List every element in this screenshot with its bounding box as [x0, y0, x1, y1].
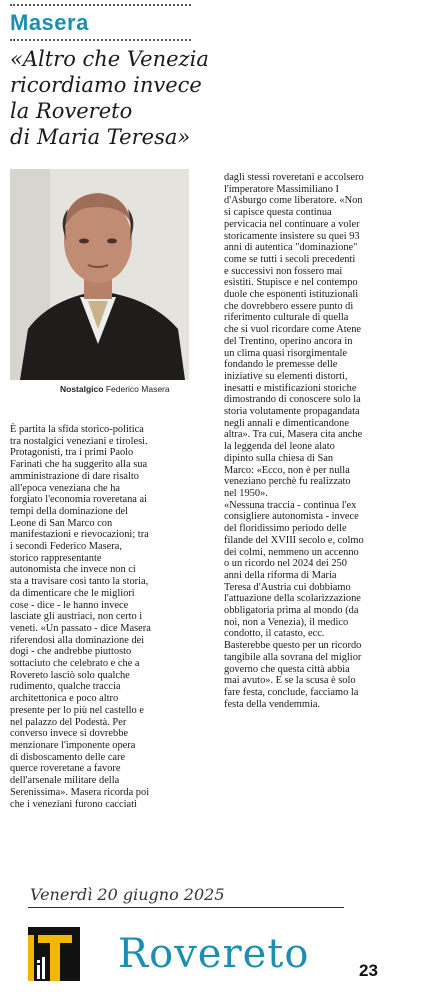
article-line: un clima quasi risorgimentale	[224, 347, 348, 359]
article-line: inesatti e mistificazioni storiche	[224, 382, 357, 394]
article-line: fare festa, conclude, facciamo la	[224, 686, 359, 698]
photo-caption	[60, 384, 170, 394]
article-line: filande del XVIII secolo e, colmo	[224, 534, 364, 546]
headline	[10, 46, 210, 150]
section-kicker: Masera	[10, 10, 89, 35]
article-line: sottaciuto che celebrato e che a	[10, 658, 140, 670]
headline-line: di Maria Teresa»	[10, 125, 191, 149]
article-line: dogi - che andrebbe piuttosto	[10, 646, 132, 658]
article-line: pervicacia nel continuare a voler	[224, 218, 360, 230]
headline-line: ricordiamo invece	[10, 73, 202, 97]
article-line: cose - dice - le hanno invece	[10, 599, 129, 611]
issue-date: Venerdì 20 giugno 2025	[30, 885, 225, 904]
article-line: d'Asburgo come liberatore. «Non	[224, 195, 363, 207]
article-line: È partita la sfida storico-politica	[10, 424, 144, 435]
article-line: dipinto sulla chiesa di San	[224, 452, 334, 464]
article-line: fondando le premesse delle	[224, 359, 338, 371]
article-line: del floridissimo periodo delle	[224, 523, 347, 535]
article-line: rudimento, qualche traccia	[10, 681, 121, 693]
article-line: autonomista che invece non ci	[10, 564, 136, 576]
article-line: Teresa d'Austria cui dobbiamo	[224, 581, 351, 593]
newspaper-logo	[28, 927, 80, 981]
article-line: lasciate gli austriaci, non certo i	[10, 611, 143, 623]
article-line: «Nessuna traccia - continua l'ex	[224, 499, 357, 511]
article-line: che i veneziani furono cacciati	[10, 798, 137, 810]
article-line: dagli stessi roveretani e accolsero	[224, 172, 364, 183]
article-line: i secondi Federico Masera,	[10, 541, 122, 553]
article-line: veneti. «Un passato - dice Masera	[10, 622, 151, 634]
article-line: dell'arsenale militare della	[10, 775, 120, 787]
article-line: condotto, il catasto, ecc.	[224, 628, 325, 640]
article-line: veneziano perchè fu realizzato	[224, 476, 351, 488]
il-t-logo-icon	[28, 927, 80, 981]
article-line: tangibile alla sovrana del miglior	[224, 651, 362, 663]
article-line: nel 1950».	[224, 487, 268, 499]
article-line: storicamente insistere su quei 93	[224, 230, 360, 242]
article-line: la leggenda del leone alato	[224, 441, 335, 453]
article-line: esistiti. Stupisce e nel contempo	[224, 277, 358, 289]
footer-rule	[28, 907, 344, 908]
article-line: querce roveretane a favore	[10, 763, 121, 775]
article-line: presente per lo più nel castello e	[10, 704, 144, 716]
kicker-dotted-rule	[10, 39, 191, 41]
article-column-1	[10, 424, 190, 810]
article-line: dei colmi, nemmeno un accenno	[224, 546, 359, 558]
article-line: dimostrando di conoscere solo la	[224, 394, 361, 406]
article-line: manifestazioni e rievocazioni; tra	[10, 529, 149, 541]
article-line: anni di autentica "dominazione"	[224, 242, 358, 254]
article-line: obbligatoria prima al mondo (da	[224, 605, 359, 617]
article-line: menzionare l'imponente opera	[10, 739, 136, 751]
article-line: o un ricordo nel 2024 dei 250	[224, 558, 347, 570]
article-line: che dovrebbero essere punto di	[224, 300, 354, 312]
article-line: festa della vendemmia.	[224, 698, 321, 710]
article-line: governo che questa città abbia	[224, 663, 350, 675]
article-line: iniziative su elementi distorti,	[224, 370, 348, 382]
article-line: storico rappresentante	[10, 552, 102, 564]
headline-line: «Altro che Venezia	[10, 47, 209, 71]
article-line: all'epoca veneziana che ha	[10, 482, 121, 494]
article-line: anni della riforma di Maria	[224, 569, 337, 581]
caption-name: Federico Masera	[105, 384, 170, 394]
page-number: 23	[359, 961, 378, 980]
article-line: storia volutamente propagandata	[224, 406, 360, 418]
article-line: riferimento culturale di quella	[224, 312, 349, 324]
article-line: forgiato l'economia roveretana ai	[10, 494, 147, 506]
article-line: di disboscamento delle care	[10, 751, 126, 763]
article-column-2	[224, 172, 414, 710]
article-line: e successivi non fossero mai	[224, 265, 343, 277]
article-line: Farinati che ha suggerito alla sua	[10, 459, 148, 471]
article-line: Marco: «Ecco, non è per nulla	[224, 464, 350, 476]
article-line: come se tutti i secoli precedenti	[224, 253, 356, 265]
article-line: tra nostalgici veneziani e tirolesi.	[10, 435, 148, 447]
headline-line: la Rovereto	[10, 99, 133, 123]
caption-label: Nostalgico	[60, 384, 104, 394]
article-line: Rovereto lasciò solo qualche	[10, 669, 130, 681]
article-line: che si vuol ricordare come Atene	[224, 324, 362, 336]
article-line: del Trentino, operino ancora in	[224, 335, 353, 347]
article-line: Protagonisti, tra i primi Paolo	[10, 447, 134, 459]
article-line: l'imperatore Massimiliano I	[224, 183, 339, 195]
article-line: si capisce questa continua	[224, 207, 332, 219]
article-line: duole che esponenti istituzionali	[224, 289, 359, 301]
article-line: converso invece si dovrebbe	[10, 728, 129, 740]
article-line: nel palazzo del Podestà. Per	[10, 716, 127, 728]
article-line: consigliere autonomista - invece	[224, 511, 359, 523]
article-line: sta a travisare così tanto la storia,	[10, 576, 149, 588]
article-line: Serenissima». Masera ricorda poi	[10, 786, 150, 798]
article-line: Basterebbe questo per un ricordo	[224, 640, 362, 652]
article-line: mai avuto». E se la scusa è solo	[224, 675, 356, 687]
top-dotted-rule	[10, 4, 191, 6]
section-title: Rovereto	[118, 931, 310, 977]
article-line: architettonica e poco altro	[10, 693, 119, 705]
article-line: riferendosi alla dominazione dei	[10, 634, 145, 646]
portrait-photo	[10, 169, 189, 380]
portrait-illustration	[10, 169, 189, 380]
article-line: amministrazione di dare risalto	[10, 470, 139, 482]
article-line: negli annali e dimenticandone	[224, 417, 349, 429]
article-line: l'attuazione della scolarizzazione	[224, 593, 361, 605]
article-line: tempi della dominazione del	[10, 505, 129, 517]
article-line: altra». Tra cui, Masera cita anche	[224, 429, 363, 441]
article-line: Leone di San Marco con	[10, 517, 113, 529]
article-line: da dimenticare che le migliori	[10, 587, 135, 599]
article-line: noi, non a Venezia), il medico	[224, 616, 349, 628]
